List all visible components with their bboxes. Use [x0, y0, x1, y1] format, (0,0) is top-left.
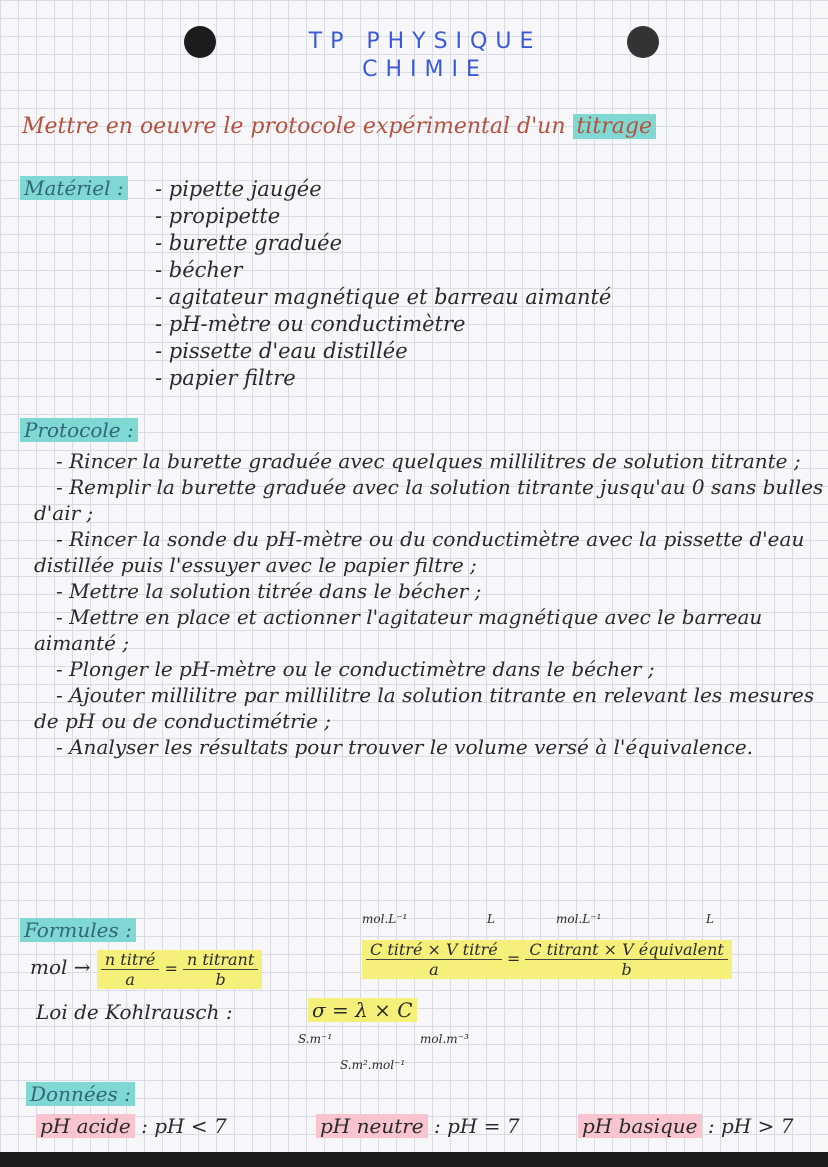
list-item: - Rincer la burette graduée avec quelques millilitres de solution titrante ;: [56, 449, 801, 473]
acide-label: pH acide: [36, 1114, 135, 1138]
page-bottom-edge: [0, 1152, 828, 1167]
formula-concentration: [362, 940, 732, 979]
equals-sign: =: [164, 959, 178, 978]
fraction: [183, 950, 258, 989]
list-item: - burette graduée: [155, 231, 343, 255]
unit-label: mol.L⁻¹: [556, 912, 602, 926]
fraction-numerator: n titré: [101, 950, 159, 970]
list-item: - papier filtre: [155, 366, 296, 390]
formules-label: Formules :: [20, 918, 136, 942]
materiel-list: [155, 176, 611, 392]
title-line-1: TP PHYSIQUE: [308, 29, 542, 54]
kohlrausch-expression: σ = λ × C: [308, 998, 417, 1022]
list-item: - Mettre en place et actionner l'agitateur magnétique avec le barreau aimanté ;: [34, 605, 763, 655]
equals-sign: =: [506, 949, 521, 968]
donnees-acide: [36, 1114, 227, 1138]
neutre-label: pH neutre: [316, 1114, 428, 1138]
neutre-value: : pH = 7: [434, 1114, 520, 1138]
unit-label: S.m⁻¹: [298, 1032, 333, 1046]
binder-hole-left: [184, 26, 216, 58]
fraction-denominator: a: [125, 970, 135, 989]
basique-label: pH basique: [578, 1114, 702, 1138]
list-item: - bécher: [155, 258, 243, 282]
formules-heading: [20, 918, 136, 942]
fraction: [525, 940, 727, 979]
protocole-list: [34, 448, 824, 760]
donnees-label: Données :: [26, 1082, 135, 1106]
list-item: - Remplir la burette graduée avec la solution titrante jusqu'au 0 sans bulles d'air ;: [34, 475, 824, 525]
unit-label: mol.L⁻¹: [362, 912, 408, 926]
list-item: - Ajouter millilitre par millilitre la solution titrante en relevant les mesures de pH ou de conductimétrie ;: [34, 683, 815, 733]
kohlrausch-label: Loi de Kohlrausch :: [36, 1000, 233, 1024]
formula-mol-prefix: mol →: [30, 955, 91, 979]
list-item: - Analyser les résultats pour trouver le volume versé à l'équivalence.: [56, 735, 754, 759]
unit-label: mol.m⁻³: [420, 1032, 469, 1046]
list-item: - Mettre la solution titrée dans le bécher ;: [56, 579, 482, 603]
title-line-2: CHIMIE: [362, 57, 488, 82]
page-title: [270, 28, 580, 84]
fraction-numerator: C titré × V titré: [366, 940, 502, 960]
objective-text: Mettre en oeuvre le protocole expérimental d'un: [22, 114, 573, 139]
list-item: - Rincer la sonde du pH-mètre ou du conductimètre avec la pissette d'eau distillée puis l'essuyer avec le papier filtre ;: [34, 527, 805, 577]
list-item: - agitateur magnétique et barreau aimanté: [155, 285, 612, 309]
formula-mol: [30, 950, 262, 989]
basique-value: : pH > 7: [707, 1114, 794, 1138]
objective-line: [22, 114, 656, 139]
list-item: - pipette jaugée: [155, 177, 322, 201]
donnees-neutre: [316, 1114, 520, 1138]
unit-label: L: [706, 912, 714, 926]
donnees-heading: [26, 1082, 135, 1106]
formula-mol-expression: [97, 950, 262, 989]
materiel-heading: [20, 176, 128, 200]
acide-value: : pH < 7: [141, 1114, 227, 1138]
objective-highlight: titrage: [573, 114, 656, 139]
unit-label: S.m².mol⁻¹: [340, 1058, 406, 1072]
kohlrausch-formula: [308, 998, 417, 1022]
donnees-basique: [578, 1114, 793, 1138]
list-item: - Plonger le pH-mètre ou le conductimètre dans le bécher ;: [56, 657, 655, 681]
fraction: [101, 950, 159, 989]
list-item: - pH-mètre ou conductimètre: [155, 312, 466, 336]
fraction: [366, 940, 502, 979]
fraction-denominator: b: [215, 970, 226, 989]
fraction-denominator: b: [621, 960, 632, 979]
list-item: - pissette d'eau distillée: [155, 339, 408, 363]
fraction-numerator: n titrant: [183, 950, 258, 970]
binder-hole-right: [627, 26, 659, 58]
protocole-heading: [20, 418, 138, 442]
fraction-numerator: C titrant × V équivalent: [525, 940, 727, 960]
formula-concentration-expression: [362, 940, 732, 979]
materiel-label: Matériel :: [20, 176, 128, 200]
list-item: - propipette: [155, 204, 281, 228]
unit-label: L: [487, 912, 495, 926]
fraction-denominator: a: [429, 960, 439, 979]
protocole-label: Protocole :: [20, 418, 138, 442]
